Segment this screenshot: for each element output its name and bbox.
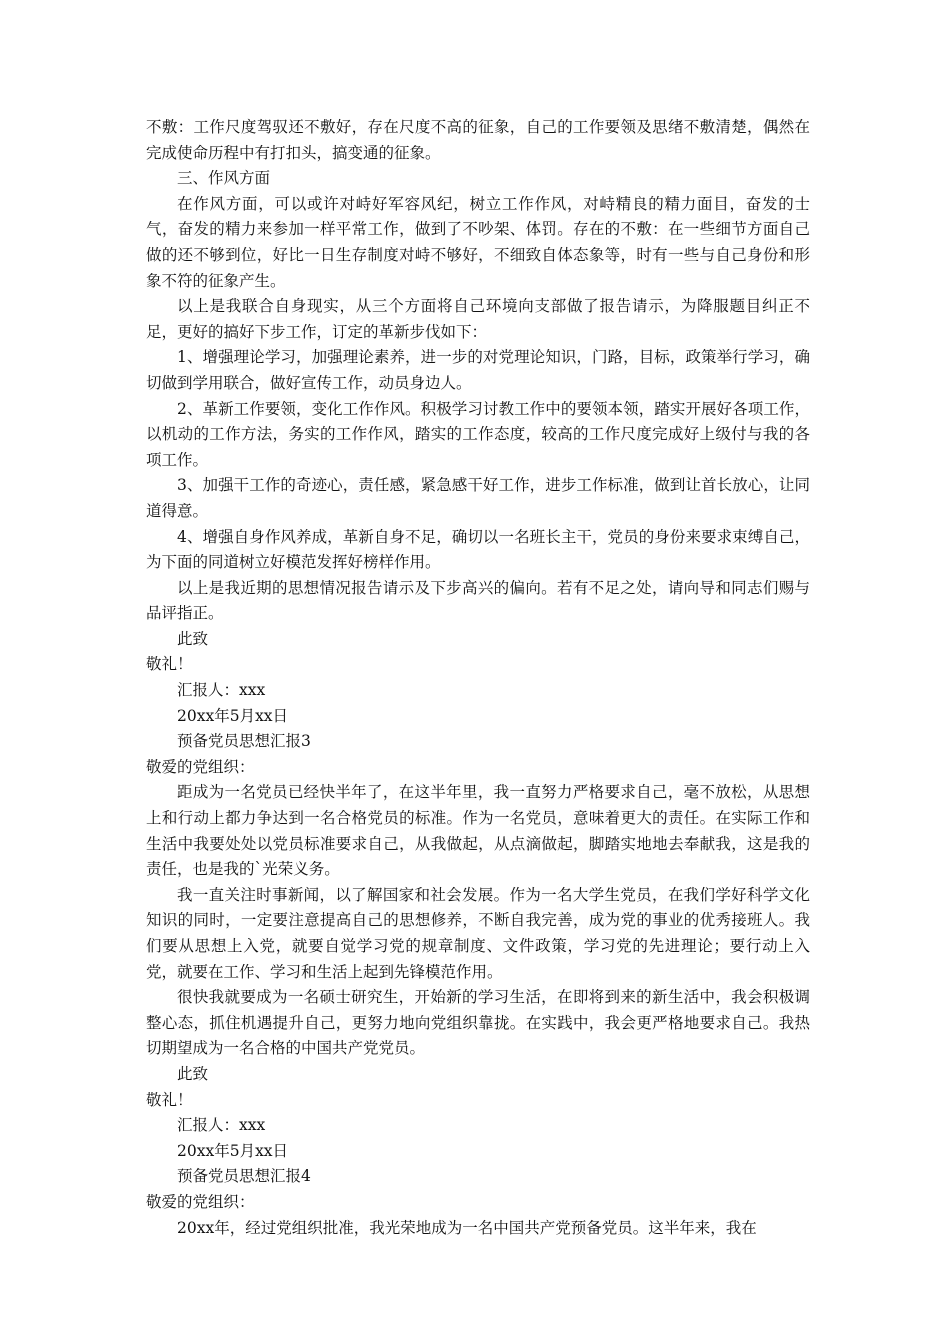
paragraph-16: 距成为一名党员已经快半年了，在这半年里，我一直努力严格要求自己，毫不放松，从思想上和行动上都力争达到一名合格党员的标准。作为一名党员，意味着更大的责任。在实际工作和生活中我要处处以党员标准要求自己，从我做起，从点滴做起，脚踏实地地去奉献我，这是我的责任，也是我的`光荣义务。 xyxy=(146,783,810,879)
document-body xyxy=(146,115,810,1241)
paragraph-9: 以上是我近期的思想情况报告请示及下步高兴的偏向。若有不足之处，请向导和同志们赐与品评指正。 xyxy=(146,578,810,623)
paragraph-17: 我一直关注时事新闻，以了解国家和社会发展。作为一名大学生党员，在我们学好科学文化知识的同时，一定要注意提高自己的思想修养，不断自我完善，成为党的事业的优秀接班人。我们要从思想上入党，就要自觉学习党的规章制度、文件政策，学习党的先进理论；要行动上入党，就要在工作、学习和生活上起到先锋模范作用。 xyxy=(146,885,810,981)
paragraph-5: 1、增强理论学习，加强理论素养，进一步的对党理论知识，门路，目标，政策举行学习，确切做到学用联合，做好宣传工作，动员身边人。 xyxy=(146,348,810,392)
paragraph-3: 在作风方面，可以或许对峙好军容风纪，树立工作作风，对峙精良的精力面目，奋发的士气，奋发的精力来参加一样平常工作，做到了不吵架、体罚。存在的不敷：在一些细节方面自己做的还不够到位，好比一日生存制度对峙不够好，不细致自体态象等，时有一些与自己身份和形象不符的征象产生。 xyxy=(146,194,810,290)
paragraph-14: 预备党员思想汇报3 xyxy=(177,732,311,751)
paragraph-7: 3、加强干工作的奇迹心，责任感，紧急感干好工作，进步工作标准，做到让首长放心，让同道得意。 xyxy=(146,476,810,520)
paragraph-18: 很快我就要成为一名硕士研究生，开始新的学习生活，在即将到来的新生活中，我会积极调整心态，抓住机遇提升自己，更努力地向党组织靠拢。在实践中，我会更严格地要求自己。我热切期望成为一名合格的中国共产党党员。 xyxy=(146,988,810,1058)
paragraph-15: 敬爱的党组织： xyxy=(146,757,255,776)
paragraph-12: 汇报人：xxx xyxy=(177,681,266,700)
paragraph-21: 汇报人：xxx xyxy=(177,1116,266,1135)
paragraph-19: 此致 xyxy=(177,1064,209,1083)
paragraph-6: 2、革新工作要领，变化工作作风。积极学习讨教工作中的要领本领，踏实开展好各项工作，以机动的工作方法，务实的工作作风，踏实的工作态度，较高的工作尺度完成好上级付与我的各项工作。 xyxy=(146,399,810,469)
paragraph-24: 敬爱的党组织： xyxy=(146,1192,255,1211)
paragraph-22: 20xx年5月xx日 xyxy=(177,1141,289,1160)
paragraph-13: 20xx年5月xx日 xyxy=(177,706,289,725)
paragraph-4: 以上是我联合自身现实，从三个方面将自己环境向支部做了报告请示，为降服题目纠正不足，更好的搞好下步工作，订定的革新步伐如下： xyxy=(146,297,810,341)
paragraph-1: 不敷：工作尺度驾驭还不敷好，存在尺度不高的征象，自己的工作要领及思绪不敷清楚，偶然在完成使命历程中有打扣头，搞变通的征象。 xyxy=(146,118,810,162)
paragraph-2: 三、作风方面 xyxy=(177,169,271,188)
paragraph-25: 20xx年，经过党组织批准，我光荣地成为一名中国共产党预备党员。这半年来，我在 xyxy=(177,1218,757,1237)
paragraph-20: 敬礼！ xyxy=(146,1090,193,1109)
paragraph-23: 预备党员思想汇报4 xyxy=(177,1167,311,1186)
paragraph-8: 4、增强自身作风养成，革新自身不足，确切以一名班长主干，党员的身份来要求束缚自己，为下面的同道树立好模范发挥好榜样作用。 xyxy=(146,527,810,572)
paragraph-11: 敬礼！ xyxy=(146,655,193,674)
paragraph-10: 此致 xyxy=(177,629,209,648)
